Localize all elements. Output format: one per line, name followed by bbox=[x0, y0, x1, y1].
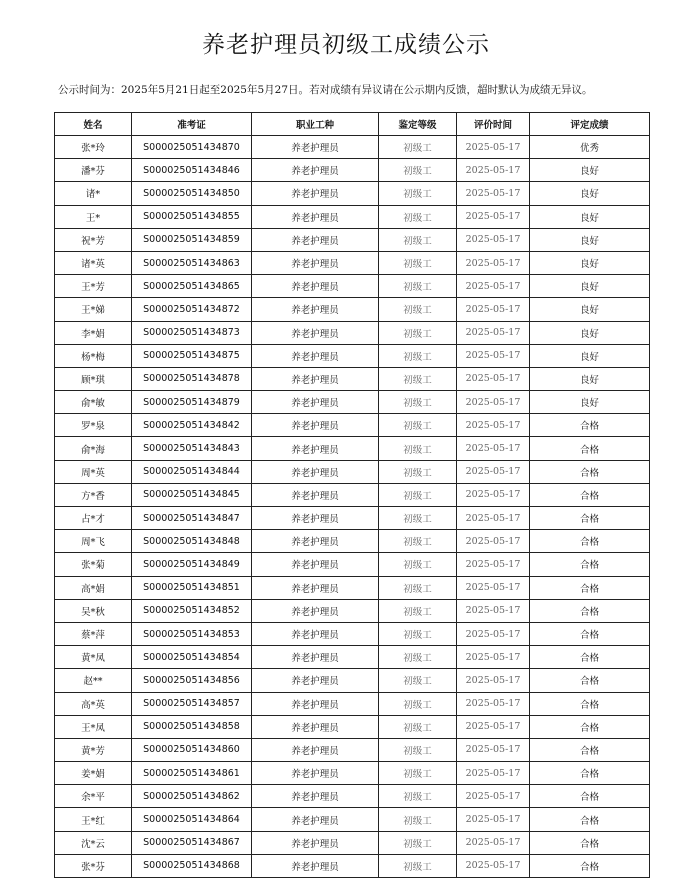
cell-exam-id: S000025051434873 bbox=[132, 321, 252, 344]
cell-name: 张*芬 bbox=[55, 854, 132, 877]
table-row bbox=[55, 715, 650, 738]
cell-occupation: 养老护理员 bbox=[252, 367, 379, 390]
cell-exam-id: S000025051434863 bbox=[132, 251, 252, 274]
cell-level: 初级工 bbox=[379, 507, 457, 530]
cell-exam-id: S000025051434862 bbox=[132, 785, 252, 808]
cell-occupation: 养老护理员 bbox=[252, 669, 379, 692]
cell-name: 高*英 bbox=[55, 692, 132, 715]
header-result: 评定成绩 bbox=[530, 113, 650, 136]
cell-exam-id: S000025051434879 bbox=[132, 391, 252, 414]
cell-occupation: 养老护理员 bbox=[252, 599, 379, 622]
table-row bbox=[55, 738, 650, 761]
cell-eval-date: 2025-05-17 bbox=[457, 715, 530, 738]
cell-level: 初级工 bbox=[379, 692, 457, 715]
cell-occupation: 养老护理员 bbox=[252, 692, 379, 715]
cell-name: 王*娣 bbox=[55, 298, 132, 321]
cell-result: 良好 bbox=[530, 205, 650, 228]
cell-occupation: 养老护理员 bbox=[252, 182, 379, 205]
cell-exam-id: S000025051434842 bbox=[132, 414, 252, 437]
notice-text: 公示时间为：2025年5月21日起至2025年5月27日。若对成绩有异议请在公示期内反馈，超时默认为成绩无异议。 bbox=[58, 84, 593, 96]
cell-eval-date: 2025-05-17 bbox=[457, 298, 530, 321]
table-row bbox=[55, 414, 650, 437]
cell-exam-id: S000025051434865 bbox=[132, 275, 252, 298]
cell-level: 初级工 bbox=[379, 715, 457, 738]
table-row bbox=[55, 762, 650, 785]
cell-level: 初级工 bbox=[379, 437, 457, 460]
cell-eval-date: 2025-05-17 bbox=[457, 576, 530, 599]
cell-name: 王*凤 bbox=[55, 715, 132, 738]
cell-exam-id: S000025051434857 bbox=[132, 692, 252, 715]
cell-exam-id: S000025051434864 bbox=[132, 808, 252, 831]
cell-exam-id: S000025051434878 bbox=[132, 367, 252, 390]
cell-occupation: 养老护理员 bbox=[252, 228, 379, 251]
cell-exam-id: S000025051434853 bbox=[132, 622, 252, 645]
cell-result: 良好 bbox=[530, 367, 650, 390]
table-row bbox=[55, 808, 650, 831]
table-row bbox=[55, 530, 650, 553]
table-row bbox=[55, 692, 650, 715]
cell-occupation: 养老护理员 bbox=[252, 808, 379, 831]
table-row bbox=[55, 785, 650, 808]
cell-occupation: 养老护理员 bbox=[252, 854, 379, 877]
cell-name: 王*红 bbox=[55, 808, 132, 831]
cell-eval-date: 2025-05-17 bbox=[457, 391, 530, 414]
cell-name: 俞*敏 bbox=[55, 391, 132, 414]
cell-result: 合格 bbox=[530, 460, 650, 483]
cell-eval-date: 2025-05-17 bbox=[457, 762, 530, 785]
cell-eval-date: 2025-05-17 bbox=[457, 622, 530, 645]
table-row bbox=[55, 576, 650, 599]
results-table bbox=[54, 112, 650, 878]
cell-result: 合格 bbox=[530, 669, 650, 692]
cell-exam-id: S000025051434847 bbox=[132, 507, 252, 530]
cell-result: 合格 bbox=[530, 599, 650, 622]
cell-result: 优秀 bbox=[530, 136, 650, 159]
table-header-row bbox=[55, 113, 650, 136]
cell-occupation: 养老护理员 bbox=[252, 391, 379, 414]
cell-occupation: 养老护理员 bbox=[252, 622, 379, 645]
cell-level: 初级工 bbox=[379, 553, 457, 576]
table-row bbox=[55, 367, 650, 390]
cell-name: 李*娟 bbox=[55, 321, 132, 344]
cell-eval-date: 2025-05-17 bbox=[457, 831, 530, 854]
cell-eval-date: 2025-05-17 bbox=[457, 275, 530, 298]
cell-eval-date: 2025-05-17 bbox=[457, 483, 530, 506]
cell-name: 顾*琪 bbox=[55, 367, 132, 390]
cell-result: 合格 bbox=[530, 854, 650, 877]
cell-level: 初级工 bbox=[379, 205, 457, 228]
cell-eval-date: 2025-05-17 bbox=[457, 159, 530, 182]
table-row bbox=[55, 483, 650, 506]
cell-occupation: 养老护理员 bbox=[252, 344, 379, 367]
cell-result: 良好 bbox=[530, 321, 650, 344]
cell-exam-id: S000025051434850 bbox=[132, 182, 252, 205]
cell-eval-date: 2025-05-17 bbox=[457, 553, 530, 576]
table-row bbox=[55, 275, 650, 298]
cell-level: 初级工 bbox=[379, 321, 457, 344]
cell-eval-date: 2025-05-17 bbox=[457, 669, 530, 692]
cell-occupation: 养老护理员 bbox=[252, 159, 379, 182]
cell-exam-id: S000025051434851 bbox=[132, 576, 252, 599]
cell-result: 良好 bbox=[530, 298, 650, 321]
cell-result: 合格 bbox=[530, 785, 650, 808]
cell-level: 初级工 bbox=[379, 275, 457, 298]
cell-occupation: 养老护理员 bbox=[252, 785, 379, 808]
cell-eval-date: 2025-05-17 bbox=[457, 785, 530, 808]
cell-occupation: 养老护理员 bbox=[252, 321, 379, 344]
cell-name: 杨*梅 bbox=[55, 344, 132, 367]
cell-result: 合格 bbox=[530, 530, 650, 553]
cell-eval-date: 2025-05-17 bbox=[457, 182, 530, 205]
cell-exam-id: S000025051434861 bbox=[132, 762, 252, 785]
cell-level: 初级工 bbox=[379, 298, 457, 321]
cell-occupation: 养老护理员 bbox=[252, 738, 379, 761]
cell-result: 合格 bbox=[530, 507, 650, 530]
page-title: 养老护理员初级工成绩公示 bbox=[202, 32, 490, 58]
cell-eval-date: 2025-05-17 bbox=[457, 344, 530, 367]
cell-result: 良好 bbox=[530, 182, 650, 205]
cell-exam-id: S000025051434875 bbox=[132, 344, 252, 367]
cell-eval-date: 2025-05-17 bbox=[457, 530, 530, 553]
table-row bbox=[55, 205, 650, 228]
cell-exam-id: S000025051434870 bbox=[132, 136, 252, 159]
cell-result: 良好 bbox=[530, 251, 650, 274]
cell-name: 罗*泉 bbox=[55, 414, 132, 437]
cell-name: 王*芳 bbox=[55, 275, 132, 298]
cell-result: 合格 bbox=[530, 646, 650, 669]
cell-occupation: 养老护理员 bbox=[252, 530, 379, 553]
cell-level: 初级工 bbox=[379, 808, 457, 831]
cell-name: 祝*芳 bbox=[55, 228, 132, 251]
cell-occupation: 养老护理员 bbox=[252, 831, 379, 854]
cell-name: 黄*芳 bbox=[55, 738, 132, 761]
cell-occupation: 养老护理员 bbox=[252, 275, 379, 298]
cell-level: 初级工 bbox=[379, 785, 457, 808]
cell-exam-id: S000025051434859 bbox=[132, 228, 252, 251]
cell-level: 初级工 bbox=[379, 391, 457, 414]
cell-level: 初级工 bbox=[379, 367, 457, 390]
table-row bbox=[55, 599, 650, 622]
cell-level: 初级工 bbox=[379, 460, 457, 483]
cell-result: 合格 bbox=[530, 715, 650, 738]
cell-level: 初级工 bbox=[379, 251, 457, 274]
cell-occupation: 养老护理员 bbox=[252, 715, 379, 738]
cell-name: 余*平 bbox=[55, 785, 132, 808]
cell-eval-date: 2025-05-17 bbox=[457, 251, 530, 274]
table-row bbox=[55, 460, 650, 483]
cell-name: 俞*海 bbox=[55, 437, 132, 460]
cell-result: 良好 bbox=[530, 391, 650, 414]
cell-exam-id: S000025051434848 bbox=[132, 530, 252, 553]
table-row bbox=[55, 251, 650, 274]
cell-name: 赵** bbox=[55, 669, 132, 692]
cell-occupation: 养老护理员 bbox=[252, 762, 379, 785]
cell-result: 合格 bbox=[530, 762, 650, 785]
cell-eval-date: 2025-05-17 bbox=[457, 599, 530, 622]
header-level: 鉴定等级 bbox=[379, 113, 457, 136]
cell-name: 周*英 bbox=[55, 460, 132, 483]
cell-result: 良好 bbox=[530, 159, 650, 182]
cell-eval-date: 2025-05-17 bbox=[457, 437, 530, 460]
cell-occupation: 养老护理员 bbox=[252, 576, 379, 599]
cell-exam-id: S000025051434858 bbox=[132, 715, 252, 738]
cell-exam-id: S000025051434867 bbox=[132, 831, 252, 854]
cell-exam-id: S000025051434868 bbox=[132, 854, 252, 877]
cell-occupation: 养老护理员 bbox=[252, 136, 379, 159]
table-row bbox=[55, 321, 650, 344]
header-eval-date: 评价时间 bbox=[457, 113, 530, 136]
cell-name: 吴*秋 bbox=[55, 599, 132, 622]
cell-name: 王* bbox=[55, 205, 132, 228]
cell-result: 合格 bbox=[530, 692, 650, 715]
cell-level: 初级工 bbox=[379, 762, 457, 785]
cell-name: 诸*英 bbox=[55, 251, 132, 274]
cell-occupation: 养老护理员 bbox=[252, 646, 379, 669]
cell-name: 张*菊 bbox=[55, 553, 132, 576]
cell-result: 合格 bbox=[530, 576, 650, 599]
cell-occupation: 养老护理员 bbox=[252, 507, 379, 530]
cell-level: 初级工 bbox=[379, 530, 457, 553]
cell-eval-date: 2025-05-17 bbox=[457, 414, 530, 437]
cell-occupation: 养老护理员 bbox=[252, 205, 379, 228]
cell-result: 合格 bbox=[530, 738, 650, 761]
cell-occupation: 养老护理员 bbox=[252, 483, 379, 506]
cell-exam-id: S000025051434852 bbox=[132, 599, 252, 622]
header-name: 姓名 bbox=[55, 113, 132, 136]
cell-exam-id: S000025051434855 bbox=[132, 205, 252, 228]
cell-level: 初级工 bbox=[379, 738, 457, 761]
cell-exam-id: S000025051434860 bbox=[132, 738, 252, 761]
cell-level: 初级工 bbox=[379, 576, 457, 599]
cell-eval-date: 2025-05-17 bbox=[457, 692, 530, 715]
cell-result: 良好 bbox=[530, 344, 650, 367]
cell-occupation: 养老护理员 bbox=[252, 298, 379, 321]
cell-exam-id: S000025051434843 bbox=[132, 437, 252, 460]
cell-exam-id: S000025051434844 bbox=[132, 460, 252, 483]
header-exam-id: 准考证 bbox=[132, 113, 252, 136]
cell-result: 合格 bbox=[530, 622, 650, 645]
table-row bbox=[55, 669, 650, 692]
cell-name: 高*娟 bbox=[55, 576, 132, 599]
cell-exam-id: S000025051434846 bbox=[132, 159, 252, 182]
table-row bbox=[55, 298, 650, 321]
header-occupation: 职业工种 bbox=[252, 113, 379, 136]
cell-result: 合格 bbox=[530, 553, 650, 576]
cell-eval-date: 2025-05-17 bbox=[457, 808, 530, 831]
cell-exam-id: S000025051434854 bbox=[132, 646, 252, 669]
cell-result: 良好 bbox=[530, 275, 650, 298]
table-body bbox=[55, 136, 650, 878]
table-row bbox=[55, 646, 650, 669]
cell-eval-date: 2025-05-17 bbox=[457, 321, 530, 344]
cell-level: 初级工 bbox=[379, 136, 457, 159]
cell-result: 合格 bbox=[530, 808, 650, 831]
cell-eval-date: 2025-05-17 bbox=[457, 136, 530, 159]
cell-eval-date: 2025-05-17 bbox=[457, 854, 530, 877]
cell-level: 初级工 bbox=[379, 344, 457, 367]
cell-eval-date: 2025-05-17 bbox=[457, 460, 530, 483]
cell-level: 初级工 bbox=[379, 159, 457, 182]
cell-eval-date: 2025-05-17 bbox=[457, 646, 530, 669]
cell-name: 潘*芬 bbox=[55, 159, 132, 182]
table-row bbox=[55, 391, 650, 414]
cell-result: 良好 bbox=[530, 228, 650, 251]
cell-exam-id: S000025051434872 bbox=[132, 298, 252, 321]
cell-result: 合格 bbox=[530, 483, 650, 506]
cell-eval-date: 2025-05-17 bbox=[457, 367, 530, 390]
table-row bbox=[55, 553, 650, 576]
cell-result: 合格 bbox=[530, 414, 650, 437]
cell-name: 占*才 bbox=[55, 507, 132, 530]
table-row bbox=[55, 136, 650, 159]
cell-occupation: 养老护理员 bbox=[252, 437, 379, 460]
cell-name: 黄*凤 bbox=[55, 646, 132, 669]
cell-result: 合格 bbox=[530, 831, 650, 854]
cell-level: 初级工 bbox=[379, 228, 457, 251]
cell-level: 初级工 bbox=[379, 483, 457, 506]
table-row bbox=[55, 159, 650, 182]
cell-eval-date: 2025-05-17 bbox=[457, 507, 530, 530]
table-row bbox=[55, 228, 650, 251]
table-row bbox=[55, 182, 650, 205]
cell-eval-date: 2025-05-17 bbox=[457, 205, 530, 228]
cell-name: 诸* bbox=[55, 182, 132, 205]
cell-occupation: 养老护理员 bbox=[252, 414, 379, 437]
cell-exam-id: S000025051434845 bbox=[132, 483, 252, 506]
cell-exam-id: S000025051434849 bbox=[132, 553, 252, 576]
cell-name: 周*飞 bbox=[55, 530, 132, 553]
table-row bbox=[55, 622, 650, 645]
cell-level: 初级工 bbox=[379, 182, 457, 205]
cell-occupation: 养老护理员 bbox=[252, 553, 379, 576]
cell-level: 初级工 bbox=[379, 599, 457, 622]
cell-name: 蔡*萍 bbox=[55, 622, 132, 645]
cell-eval-date: 2025-05-17 bbox=[457, 228, 530, 251]
table-row bbox=[55, 344, 650, 367]
cell-occupation: 养老护理员 bbox=[252, 251, 379, 274]
table-row bbox=[55, 854, 650, 877]
cell-level: 初级工 bbox=[379, 646, 457, 669]
table-row bbox=[55, 437, 650, 460]
cell-name: 方*香 bbox=[55, 483, 132, 506]
table-row bbox=[55, 831, 650, 854]
cell-name: 姜*娟 bbox=[55, 762, 132, 785]
table-row bbox=[55, 507, 650, 530]
cell-level: 初级工 bbox=[379, 831, 457, 854]
cell-level: 初级工 bbox=[379, 854, 457, 877]
cell-name: 沈*云 bbox=[55, 831, 132, 854]
cell-level: 初级工 bbox=[379, 622, 457, 645]
cell-exam-id: S000025051434856 bbox=[132, 669, 252, 692]
cell-occupation: 养老护理员 bbox=[252, 460, 379, 483]
cell-name: 张*玲 bbox=[55, 136, 132, 159]
cell-eval-date: 2025-05-17 bbox=[457, 738, 530, 761]
cell-level: 初级工 bbox=[379, 669, 457, 692]
cell-result: 合格 bbox=[530, 437, 650, 460]
cell-level: 初级工 bbox=[379, 414, 457, 437]
